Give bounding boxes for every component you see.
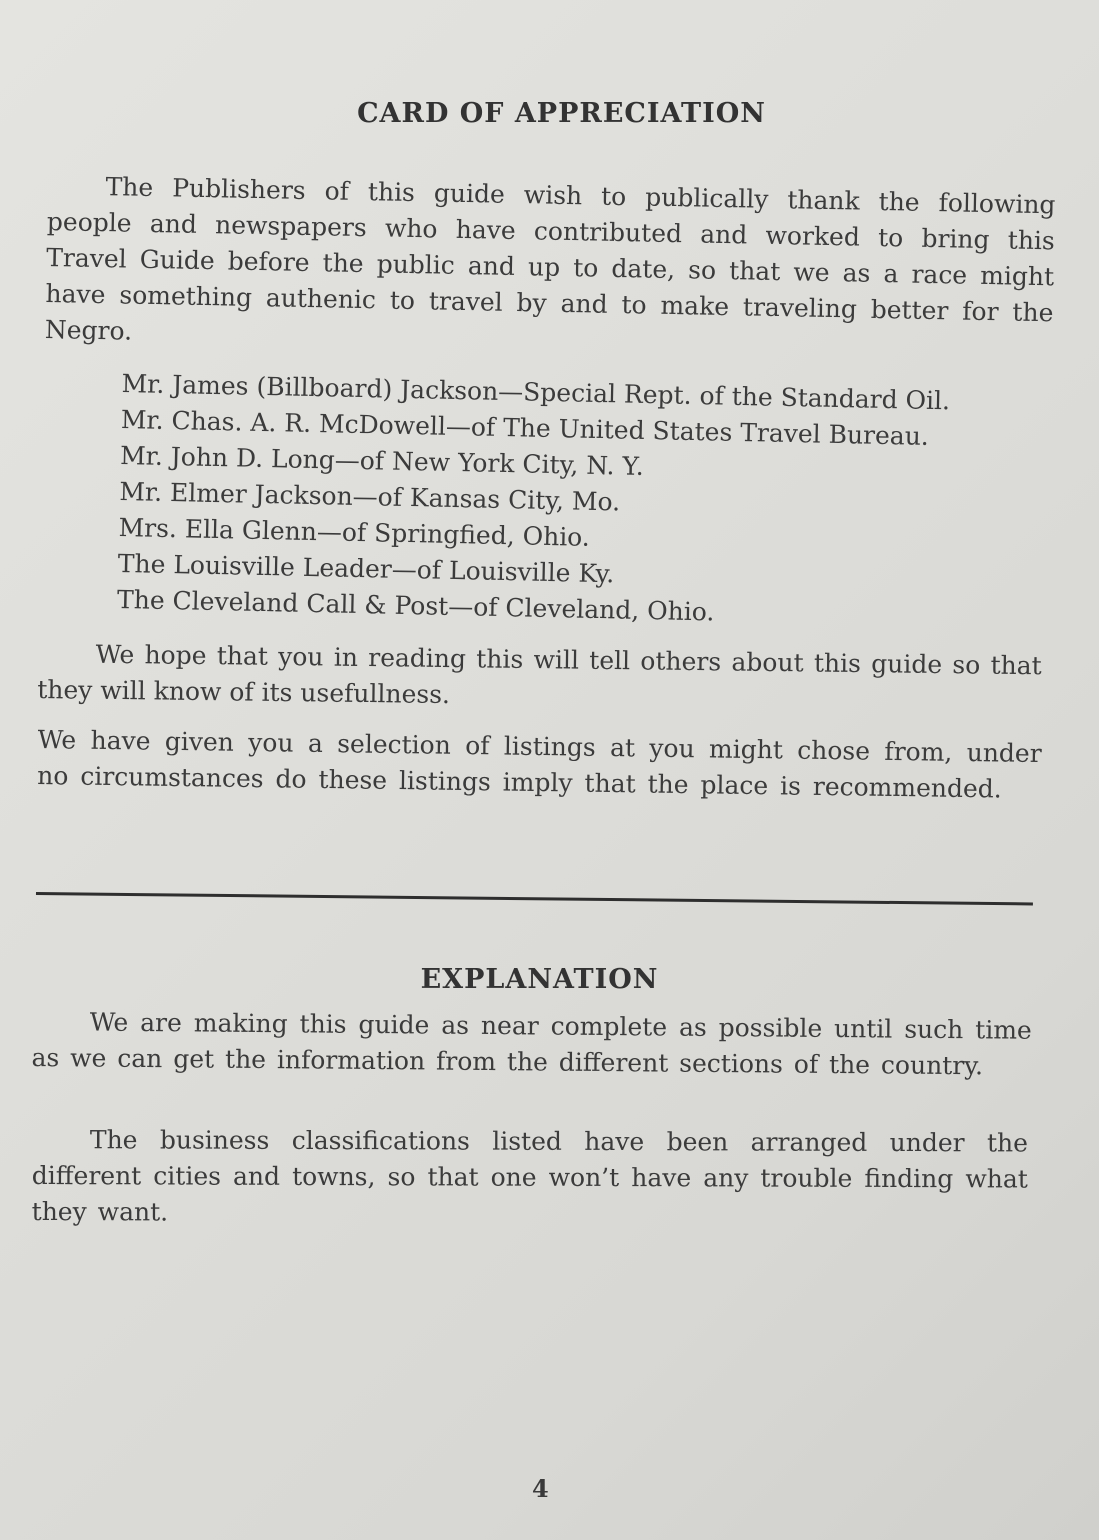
acknowledgement-item: The Louisville Leader—of Louisville Ky. [117,548,615,589]
page-number: 4 [532,1474,549,1503]
acknowledgement-item: Mr. Chas. A. R. McDowell—of The United States Travel Bureau. [120,404,930,451]
explanation-heading: EXPLANATION [420,964,659,995]
acknowledgement-list [117,366,1062,638]
acknowledgement-item: Mr. James (Billboard) Jackson—Special Rept. of the Standard Oil. [121,368,951,416]
card-of-appreciation-heading: CARD OF APPRECIATION [357,98,766,129]
acknowledgement-item: Mr. John D. Long—of New York City, N. Y. [119,440,645,481]
acknowledgement-item: Mrs. Ella Glenn—of Springfied, Ohio. [118,512,591,552]
intro-paragraph: The Publishers of this guide wish to publically thank the following people and newspapers who have contributed and worked to bring this Travel Guide before the public and up to date, so that we as a race might have something authenic to travel by and to make traveling better for the Negro. [44,172,1056,346]
explanation-paragraph: The business classifications listed have been arranged under the different cities and towns, so that one won’t have any trouble finding what they want. [31,1125,1028,1227]
acknowledgement-item: Mr. Elmer Jackson—of Kansas City, Mo. [119,476,621,517]
hope-paragraph: We hope that you in reading this will tell others about this guide so that they will know of its usefullness. [37,639,1042,710]
section-divider [36,892,1033,905]
selection-paragraph: We have given you a selection of listings at you might chose from, under no circumstances do these listings imply that the place is recommended. [37,724,1042,804]
explanation-paragraph: We are making this guide as near complete as possible until such time as we can get the information from the different sections of the country. [31,1007,1032,1081]
acknowledgement-item: The Cleveland Call & Post—of Cleveland, Ohio. [116,584,715,627]
